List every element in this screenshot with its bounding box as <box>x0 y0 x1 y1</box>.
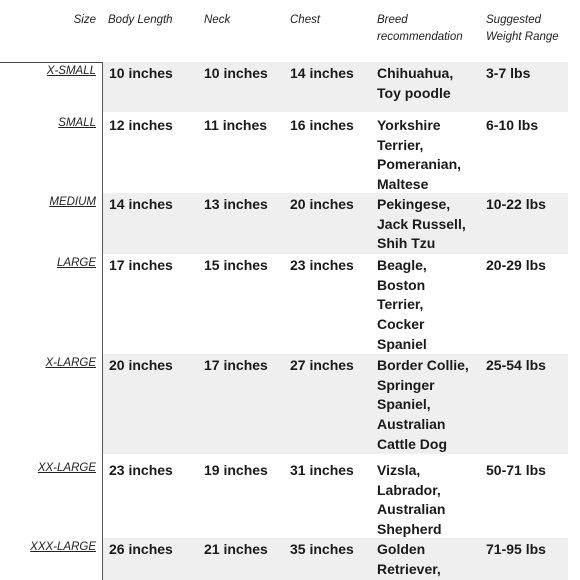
chest-cell: 14 inches <box>290 65 354 81</box>
header-neck: Neck <box>204 14 231 26</box>
chest-cell: 31 inches <box>290 462 354 478</box>
header-chest: Chest <box>290 14 321 26</box>
breed-cell: Border Collie, Springer Spaniel, Australian Cattle Dog <box>377 357 469 452</box>
chest-cell: 23 inches <box>290 257 354 273</box>
breed-cell: Pekingese, Jack Russell, Shih Tzu <box>377 196 466 252</box>
table-row <box>0 114 580 196</box>
table-row <box>0 354 580 454</box>
body-length-cell: 14 inches <box>109 196 173 212</box>
size-label: X-LARGE <box>45 357 96 369</box>
body-length-cell: 26 inches <box>109 541 173 557</box>
breed-cell: Vizsla, Labrador, Australian Shepherd <box>377 462 446 538</box>
size-label: MEDIUM <box>49 196 96 208</box>
breed-cell: Yorkshire Terrier, Pomeranian, Maltese <box>377 117 462 193</box>
body-length-cell: 17 inches <box>109 257 173 273</box>
breed-cell: Chihuahua, Toy poodle <box>377 65 454 101</box>
weight-cell: 10-22 lbs <box>486 196 546 212</box>
neck-cell: 11 inches <box>204 117 268 133</box>
header-body-length: Body Length <box>108 14 173 26</box>
size-label: XX-LARGE <box>37 462 96 474</box>
neck-cell: 19 inches <box>204 462 268 478</box>
weight-cell: 3-7 lbs <box>486 65 531 81</box>
table-row <box>0 538 580 580</box>
chest-cell: 20 inches <box>290 196 354 212</box>
weight-cell: 25-54 lbs <box>486 357 546 373</box>
neck-cell: 15 inches <box>204 257 268 273</box>
table-row <box>0 254 580 354</box>
size-label: XXX-LARGE <box>30 541 96 553</box>
neck-cell: 10 inches <box>204 65 268 81</box>
table-row <box>0 193 580 254</box>
table-header <box>0 0 580 64</box>
size-column-divider <box>102 62 103 580</box>
header-suggested-weight-range: Suggested Weight Range <box>486 14 559 43</box>
size-label: SMALL <box>58 117 96 129</box>
size-label: LARGE <box>57 257 96 269</box>
table-row <box>0 62 580 112</box>
body-length-cell: 23 inches <box>109 462 173 478</box>
weight-cell: 6-10 lbs <box>486 117 539 133</box>
body-length-cell: 20 inches <box>109 357 173 373</box>
header-size: Size <box>73 14 96 26</box>
size-label: X-SMALL <box>46 65 96 77</box>
chest-cell: 27 inches <box>290 357 354 373</box>
body-length-cell: 12 inches <box>109 117 173 133</box>
table-row <box>0 459 580 539</box>
header-breed-recommendation: Breed recommendation <box>377 14 463 43</box>
body-length-cell: 10 inches <box>109 65 173 81</box>
chest-cell: 35 inches <box>290 541 354 557</box>
neck-cell: 13 inches <box>204 196 268 212</box>
weight-cell: 71-95 lbs <box>486 541 546 557</box>
neck-cell: 17 inches <box>204 357 268 373</box>
breed-cell: Golden Retriever, <box>377 541 441 577</box>
chest-cell: 16 inches <box>290 117 354 133</box>
weight-cell: 50-71 lbs <box>486 462 546 478</box>
neck-cell: 21 inches <box>204 541 268 557</box>
weight-cell: 20-29 lbs <box>486 257 546 273</box>
breed-cell: Beagle, Boston Terrier, Cocker Spaniel <box>377 257 427 352</box>
